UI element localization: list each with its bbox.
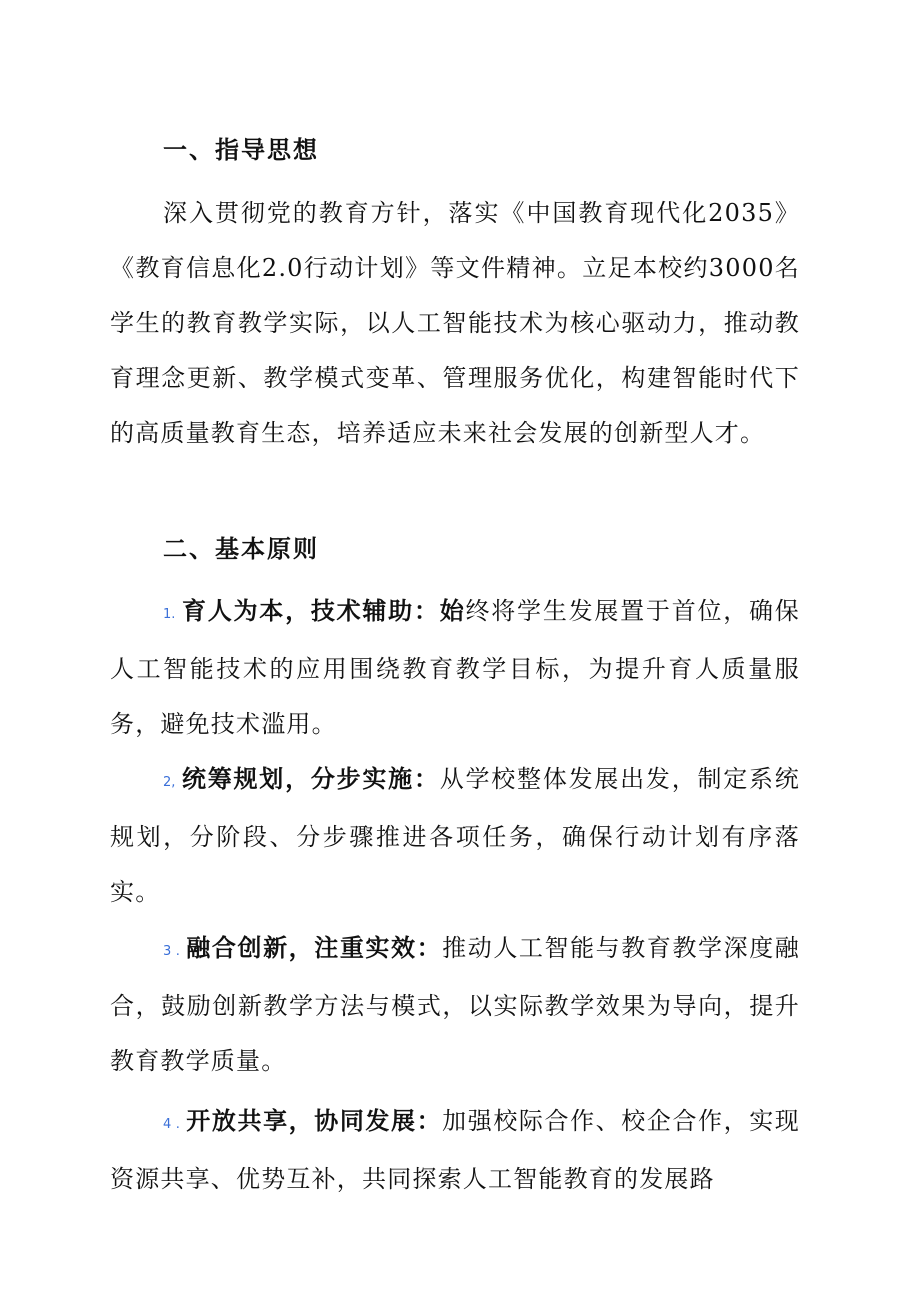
principle-item [110,752,800,920]
principle-text: 从学校整体发展出发，制定系统规划，分阶段、分步骤推进各项任务，确保行动计划有序落实。 [110,765,800,906]
principle-number: 1. [163,607,176,622]
principle-item [110,921,800,1089]
section-heading-guiding-ideology: 一、指导思想 [163,136,319,164]
principle-item [110,584,800,752]
principle-number: 2, [163,775,176,790]
principle-number: 4 . [163,1117,180,1132]
principle-title: 统筹规划，分步实施： [181,765,440,793]
principle-text: 加强校际合作、校企合作，实现资源共享、优势互补，共同探索人工智能教育的发展路 [110,1107,800,1193]
principle-title: 融合创新，注重实效： [185,934,443,962]
principle-item [110,1094,800,1207]
principle-title: 育人为本，技术辅助：始 [181,597,466,625]
principle-number: 3 . [163,944,180,959]
section-heading-basic-principles: 二、基本原则 [163,535,319,563]
principle-text: 终将学生发展置于首位，确保人工智能技术的应用围绕教育教学目标，为提升育人质量服务，避免技术滥用。 [110,597,800,738]
guiding-ideology-paragraph: 深入贯彻党的教育方针，落实《中国教育现代化2035》《教育信息化2.0行动计划》等文件精神。立足本校约3000名学生的教育教学实际，以人工智能技术为核心驱动力，推动教育理念更新、教学模式变革、管理服务优化，构建智能时代下的高质量教育生态，培养适应未来社会发展的创新型人才。 [110,199,800,447]
principle-title: 开放共享，协同发展： [185,1107,443,1135]
principle-text: 推动人工智能与教育教学深度融合，鼓励创新教学方法与模式，以实际教学效果为导向，提升教育教学质量。 [110,934,800,1075]
